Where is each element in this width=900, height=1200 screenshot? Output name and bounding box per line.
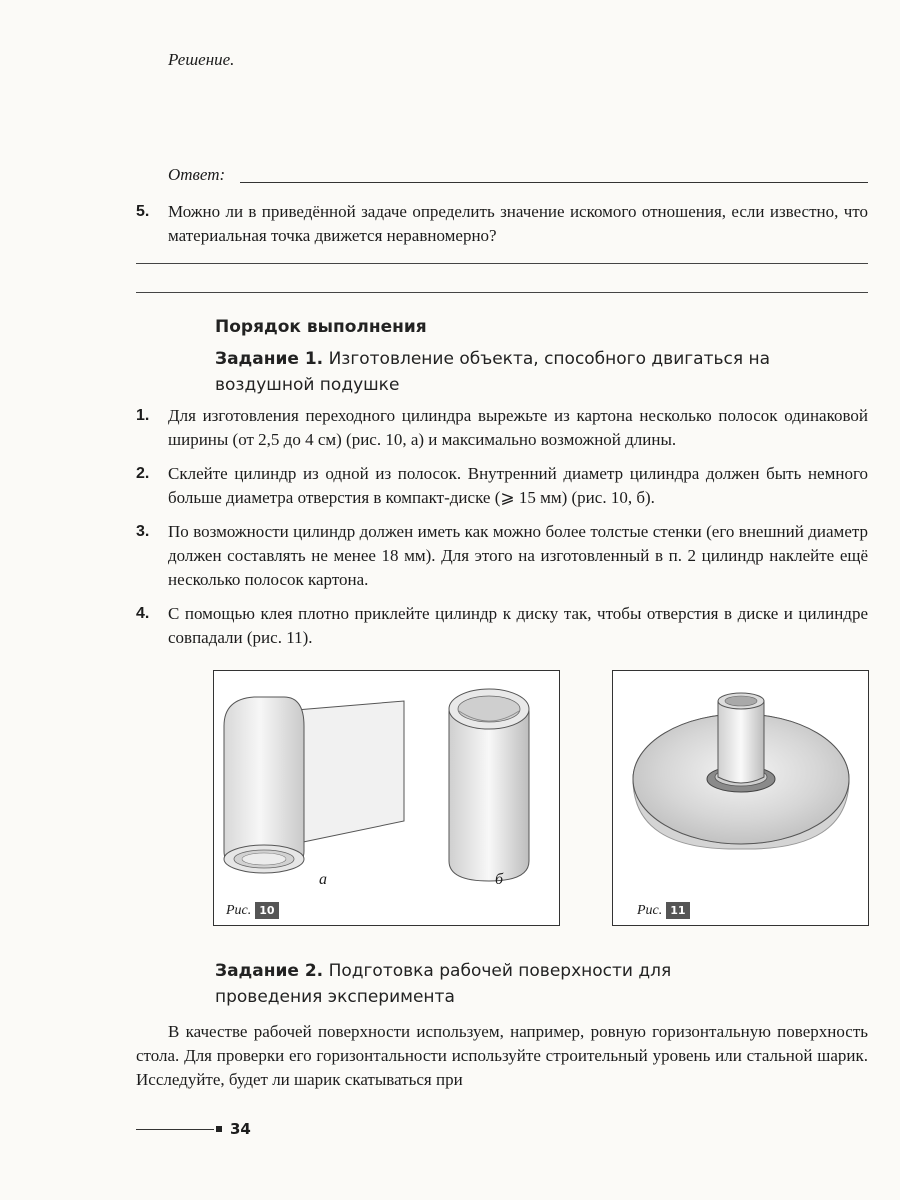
task2-title: Подготовка рабочей поверхности для проведения эксперимента [215,961,672,1007]
answer-label: Ответ: [168,165,226,184]
steps-list [136,404,868,660]
question-text: Можно ли в приведённой задаче определить значение искомого отношения, если известно, что материальная точка движется неравномерно? [168,202,868,245]
question-5 [136,200,868,248]
page-footer [136,1120,251,1138]
task2-paragraph: В качестве рабочей поверхности используем, например, ровную горизонтальную поверхность стола. Для проверки его горизонтальности используйте строительный уровень или стальной шарик. Исследуйте, будет ли шарик скатываться при [136,1022,868,1089]
question-number: 5. [136,203,150,220]
figure-caption: Рис. 11 [637,902,690,919]
solution-label: Решение. [168,50,235,69]
figure-caption: Рис. 10 [226,902,279,919]
page-number: 34 [230,1120,251,1138]
answer-row [168,165,868,187]
footer-square-icon [216,1126,222,1132]
figure-sublabel-b: б [495,871,504,888]
figure-number: 11 [666,902,689,919]
task1-title: Изготовление объекта, способного двигаться на воздушной подушке [215,349,771,395]
footer-rule [136,1129,214,1130]
figure-sublabel-a: а [319,871,327,888]
task1-label: Задание 1. [215,349,324,369]
task2-heading [215,958,735,1010]
list-item: 4. С помощью клея плотно приклейте цилиндр к диску так, чтобы отверстия в диске и цилиндре совпадали (рис. 11). [136,604,868,647]
list-item: 2. Склейте цилиндр из одной из полосок. Внутренний диаметр цилиндра должен быть немного больше диаметра отверстия в компакт-диске (⩾ 15 мм) (рис. 10, б). [136,464,868,507]
disc-with-cylinder-illustration [613,671,868,925]
figure-number: 10 [255,902,278,919]
list-item: 1. Для изготовления переходного цилиндра вырежьте из картона несколько полосок одинаковой ширины (от 2,5 до 4 см) (рис. 10, а) и максимально возможной длины. [136,406,868,449]
answer-line [240,182,868,183]
figure-11 [612,670,869,926]
task2-label: Задание 2. [215,961,324,981]
procedure-heading: Порядок выполнения [215,317,427,337]
task1-heading [215,346,815,398]
cardboard-strips-illustration [214,671,559,925]
figure-10 [213,670,560,926]
write-line [136,263,868,264]
write-line [136,292,868,293]
list-item: 3. По возможности цилиндр должен иметь как можно более толстые стенки (его внешний диаметр должен составлять не менее 18 мм). Для этого на изготовленный в п. 2 цилиндр наклейте ещё несколько полосок картона. [136,522,868,589]
